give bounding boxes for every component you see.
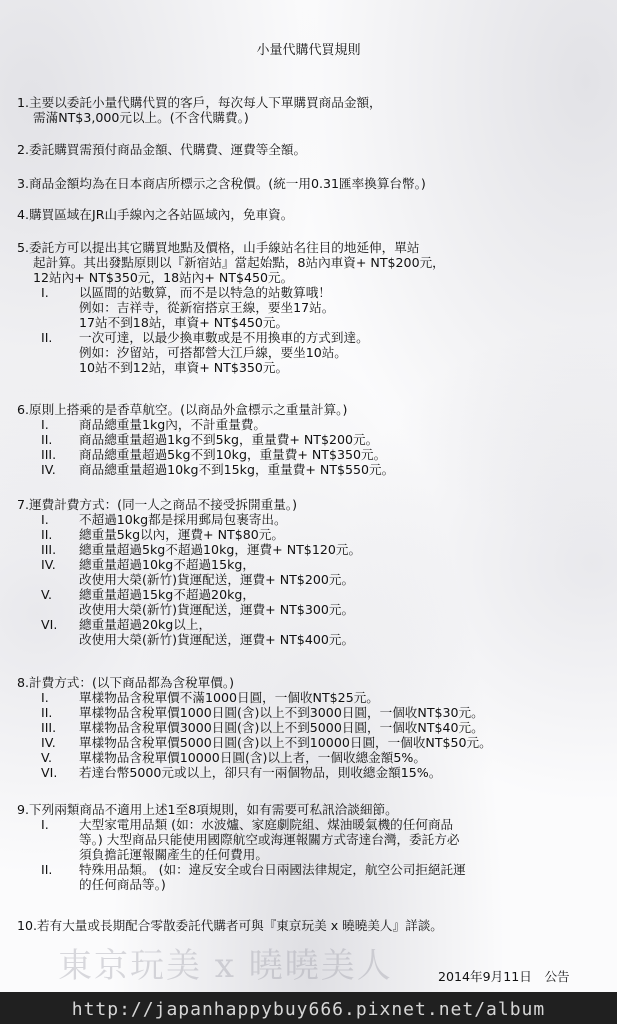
sub-item-number: II. [41, 432, 53, 447]
sub-item-number: VI. [41, 765, 58, 780]
rule-3 [17, 176, 607, 191]
sub-item-text: 總重量超過15kg不超過20kg， [79, 587, 255, 602]
sub-item-text: 不超過10kg都是採用郵局包裹寄出。 [79, 512, 287, 527]
sub-item-number: II. [41, 527, 53, 542]
footer-bar [0, 992, 617, 1024]
sub-item-number: IV. [41, 462, 56, 477]
sub-item-text: 例如：汐留站，可搭都營大江戶線，要坐10站。 [79, 345, 347, 360]
sub-item-text: 總重量超過20kg以上， [79, 617, 212, 632]
rule-8-heading: 8.計費方式：(以下商品都為含稅單價。) [17, 675, 235, 690]
rule-6-sub-item [17, 447, 607, 462]
sub-item-text: 商品總重量超過1kg不到5kg，重量費+ NT$200元。 [79, 432, 379, 447]
rule-8-sub-item [17, 705, 607, 720]
sub-item-text: 大型家電用品類 (如：水波爐、家庭劇院組、煤油暖氣機的任何商品 [79, 817, 454, 832]
rule-7-sub-item [17, 527, 607, 542]
sub-item-number: II. [41, 862, 53, 877]
sub-item-number: I. [41, 817, 49, 832]
rule-5-sub-item-continuation [17, 315, 607, 330]
rule-5-line: 5.委託方可以提出其它購買地點及價格，山手線站名往目的地延伸，單站 [17, 240, 420, 255]
sub-item-text: 總重量超過5kg不超過10kg，運費+ NT$120元。 [79, 542, 362, 557]
rule-7-sub-item-continuation [17, 602, 607, 617]
sub-item-text: 改使用大榮(新竹)貨運配送，運費+ NT$300元。 [79, 602, 355, 617]
rule-6-heading: 6.原則上搭乘的是香草航空。(以商品外盒標示之重量計算。) [17, 402, 348, 417]
sub-item-text: 例如：吉祥寺，從新宿搭京王線，要坐17站。 [79, 300, 335, 315]
rule-6-sub-item [17, 417, 607, 432]
rule-5-sub-item-continuation [17, 300, 607, 315]
rule-9-sub-item [17, 817, 607, 832]
rule-9 [17, 802, 607, 892]
rule-8-sub-item [17, 690, 607, 705]
sub-item-text: 一次可達，以最少換車數或是不用換車的方式到達。 [79, 330, 369, 345]
rule-2-line: 2.委託購買需預付商品金額、代購費、運費等全額。 [17, 142, 307, 157]
sub-item-text: 商品總重量1kg內，不計重量費。 [79, 417, 267, 432]
rule-5-line: 起計算。其出發點原則以『新宿站』當起始點，8站內車資+ NT$200元， [33, 255, 445, 270]
rule-6 [17, 402, 607, 477]
rule-7-sub-item [17, 557, 607, 572]
sub-item-text: 單樣物品含稅單價1000日圓(含)以上不到3000日圓，一個收NT$30元。 [79, 705, 484, 720]
rule-7-sub-item [17, 542, 607, 557]
rule-5 [17, 240, 607, 375]
rule-10-line: 10.若有大量或長期配合零散委託代購者可與『東京玩美 x 曉曉美人』詳談。 [17, 918, 443, 933]
rule-6-sub-item [17, 432, 607, 447]
rule-9-sub-item-continuation [17, 877, 607, 892]
sub-item-number: II. [41, 330, 53, 345]
rule-8-sub-item [17, 735, 607, 750]
rule-4 [17, 207, 607, 222]
rule-2 [17, 142, 607, 157]
rule-8-sub-item [17, 720, 607, 735]
rule-1 [17, 95, 607, 125]
sub-item-text: 單樣物品含稅單價5000日圓(含)以上不到10000日圓，一個收NT$50元。 [79, 735, 492, 750]
rule-7-sub-item [17, 617, 607, 632]
rule-7-heading: 7.運費計費方式：(同一人之商品不接受拆開重量。) [17, 497, 298, 512]
sub-item-text: 單樣物品含稅單價10000日圓(含)以上者，一個收總金額5%。 [79, 750, 426, 765]
sub-item-number: III. [41, 720, 57, 735]
rule-9-sub-item-continuation [17, 847, 607, 862]
sub-item-number: I. [41, 285, 49, 300]
sub-item-text: 改使用大榮(新竹)貨運配送，運費+ NT$200元。 [79, 572, 355, 587]
sub-item-text: 商品總重量超過5kg不到10kg，重量費+ NT$350元。 [79, 447, 387, 462]
sub-item-number: V. [41, 750, 52, 765]
rule-5-line: 12站內+ NT$350元，18站內+ NT$450元。 [33, 270, 294, 285]
sub-item-text: 單樣物品含稅單價3000日圓(含)以上不到5000日圓，一個收NT$40元。 [79, 720, 484, 735]
sub-item-text: 單樣物品含稅單價不滿1000日圓，一個收NT$25元。 [79, 690, 379, 705]
sub-item-number: IV. [41, 735, 56, 750]
rule-10 [17, 918, 607, 933]
album-url: http://japanhappybuy666.pixnet.net/album [71, 999, 546, 1020]
sub-item-number: I. [41, 690, 49, 705]
rule-8-sub-item [17, 765, 607, 780]
sub-item-text: 10站不到12站，車資+ NT$350元。 [79, 360, 289, 375]
rule-5-sub-item-continuation [17, 360, 607, 375]
rule-9-sub-item-continuation [17, 832, 607, 847]
sub-item-text: 以區間的站數算，而不是以特急的站數算哦！ [79, 285, 331, 300]
rule-7-sub-item [17, 512, 607, 527]
sub-item-number: VI. [41, 617, 58, 632]
rule-7-sub-item-continuation [17, 632, 607, 647]
sub-item-number: V. [41, 587, 52, 602]
sub-item-number: I. [41, 417, 49, 432]
sub-item-text: 若達台幣5000元或以上，卻只有一兩個物品，則收總金額15%。 [79, 765, 442, 780]
page-title: 小量代購代買規則 [256, 43, 361, 58]
rule-4-line: 4.購買區域在JR山手線內之各站區域內，免車資。 [17, 207, 294, 222]
rule-7-sub-item [17, 587, 607, 602]
sub-item-number: III. [41, 542, 57, 557]
rule-5-sub-item-continuation [17, 345, 607, 360]
sub-item-text: 商品總重量超過10kg不到15kg，重量費+ NT$550元。 [79, 462, 395, 477]
rule-8 [17, 675, 607, 780]
rule-8-sub-item [17, 750, 607, 765]
sub-item-text: 改使用大榮(新竹)貨運配送，運費+ NT$400元。 [79, 632, 355, 647]
sub-item-text: 17站不到18站，車資+ NT$450元。 [79, 315, 289, 330]
rule-5-sub-item [17, 285, 607, 300]
watermark: 東京玩美 x 曉曉美人 [58, 946, 393, 986]
rule-7 [17, 497, 607, 647]
rule-1-line: 1.主要以委託小量代購代買的客戶，每次每人下單購買商品金額， [17, 95, 382, 110]
sub-item-text: 總重量超過10kg不超過15kg， [79, 557, 255, 572]
announcement-date: 2014年9月11日 公告 [438, 969, 570, 984]
sub-item-text: 須負擔託運報關產生的任何費用。 [79, 847, 268, 862]
sub-item-text: 總重量5kg以內，運費+ NT$80元。 [79, 527, 284, 542]
sub-item-number: IV. [41, 557, 56, 572]
rule-1-line: 需滿NT$3,000元以上。(不含代購費。) [33, 110, 249, 125]
sub-item-text: 特殊用品類。 (如：違反安全或台日兩國法律規定，航空公司拒絕託運 [79, 862, 466, 877]
sub-item-number: I. [41, 512, 49, 527]
sub-item-text: 的任何商品等。) [79, 877, 166, 892]
sub-item-text: 等。) 大型商品只能使用國際航空或海運報關方式寄達台灣，委託方必 [79, 832, 460, 847]
rule-6-sub-item [17, 462, 607, 477]
rule-7-sub-item-continuation [17, 572, 607, 587]
rule-9-heading: 9.下列兩類商品不適用上述1至8項規則，如有需要可私訊洽談細節。 [17, 802, 398, 817]
rule-3-line: 3.商品金額均為在日本商店所標示之含稅價。(統一用0.31匯率換算台幣。) [17, 176, 426, 191]
rule-9-sub-item [17, 862, 607, 877]
rule-5-sub-item [17, 330, 607, 345]
sub-item-number: III. [41, 447, 57, 462]
sub-item-number: II. [41, 705, 53, 720]
